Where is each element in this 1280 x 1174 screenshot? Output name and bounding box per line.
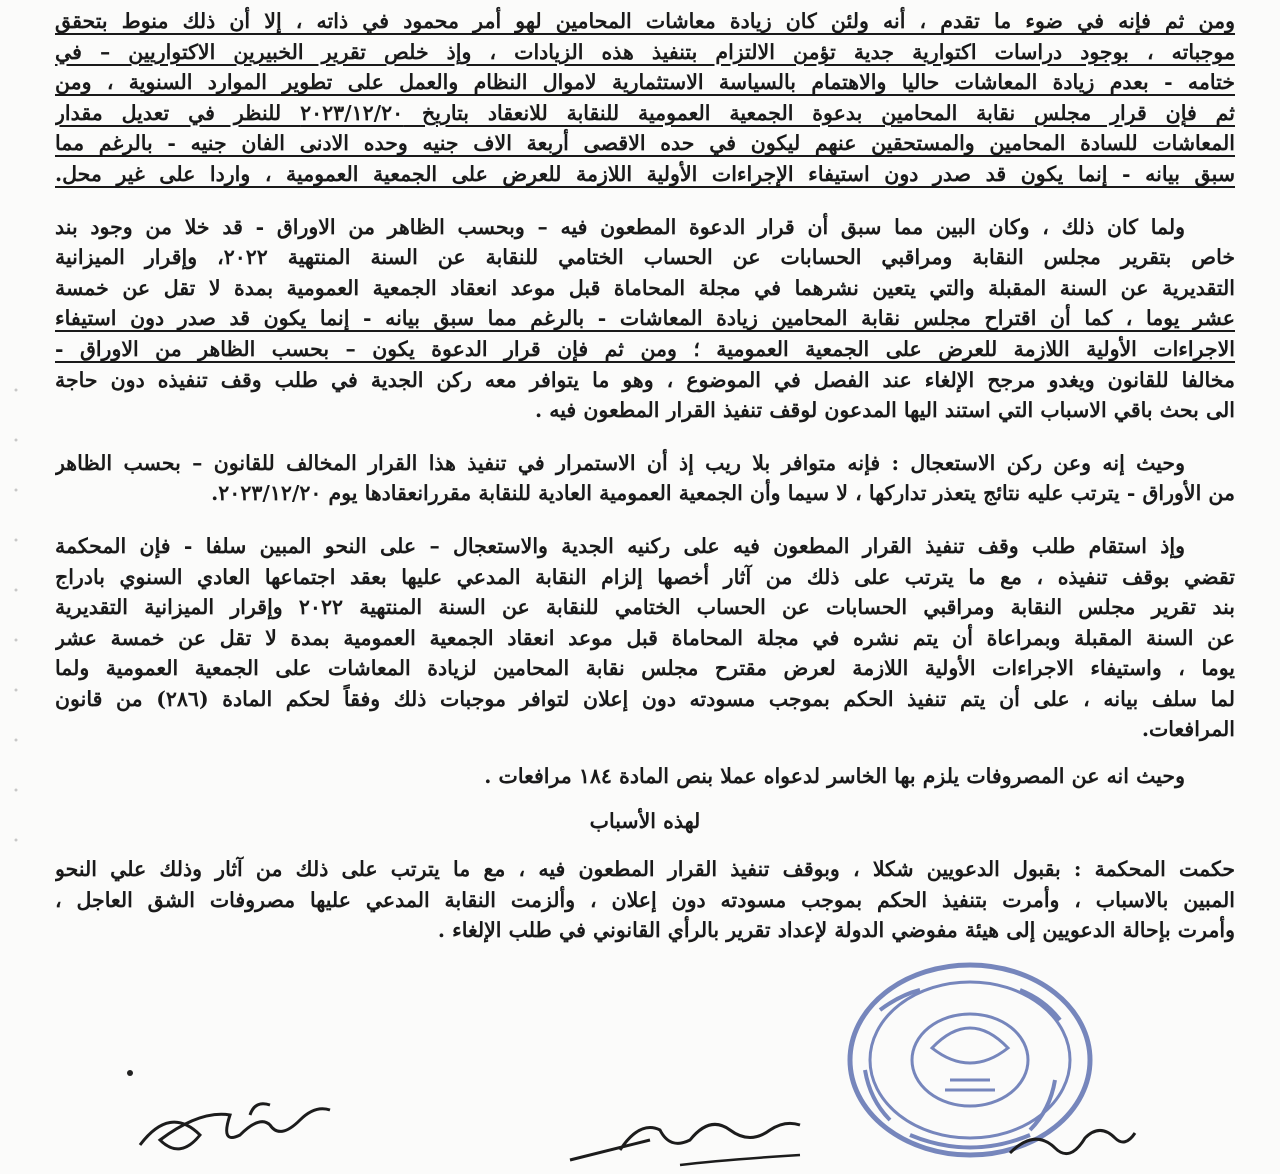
ink-dot: [127, 1070, 133, 1076]
text-line: المعاشات للسادة المحامين والمستحقين عنهم ليكون في حده الاقصى أربعة الاف جنيه وحده الادنى الفان جنيه - بالرغم مما: [55, 131, 1235, 156]
text-line: عن السنة المقبلة وبمراعاة أن يتم نشره في مجلة المحاماة قبل موعد انعقاد الجمعية العمومية بمدة لا تقل عن خمسة عشر: [55, 625, 1235, 650]
text-line: المبين بالاسباب ، وأمرت بتنفيذ الحكم بموجب مسودته دون إعلان ، وألزمت النقابة المدعي عليها مصروفات الشق العاجل ،: [55, 887, 1235, 912]
text-line: ولما كان ذلك ، وكان البين مما سبق أن قرار الدعوة المطعون فيه – وبحسب الظاهر من الاوراق - قد خلا من وجود بند: [55, 214, 1185, 239]
judgment-text: [55, 6, 1235, 946]
text-line: وإذ استقام طلب وقف تنفيذ القرار المطعون فيه على ركنيه الجدية والاستعجال – على النحو المبين سلفا - فإن المحكمة: [55, 533, 1185, 558]
text-line: موجباته ، بوجود دراسات اكتوارية جدية تؤمن الالتزام بتنفيذ هذه الزيادات ، وإذ خلص تقرير الخبيرين الاكتواريين – في: [55, 39, 1235, 64]
section-heading: لهذه الأسباب: [589, 808, 701, 833]
text-line: من الأوراق - يترتب عليه نتائج يتعذر تداركها ، لا سيما وأن الجمعية العمومية العادية للنقابة مقررانعقادها يوم ٢٠٢٣/١٢/٢٠.: [211, 481, 1235, 506]
costs-paragraph: وحيث انه عن المصروفات يلزم بها الخاسر لدعواه عملا بنص المادة ١٨٤ مرافعات .: [484, 764, 1185, 789]
text-line: وأمرت بإحالة الدعويين إلى هيئة مفوضي الدولة لإعداد تقرير بالرأي القانوني في طلب الإلغاء .: [437, 918, 1235, 943]
text-line: تقضي بوقف تنفيذه ، مع ما يترتب على ذلك من آثار أخصها إلزام النقابة المدعي عليها بعقد اجتماعها العادي السنوي بادراج: [55, 564, 1235, 589]
handwritten-signature-icon: [560, 1110, 820, 1174]
text-line: ثم فإن قرار مجلس نقابة المحامين بدعوة الجمعية العمومية للنقابة للانعقاد بتاريخ ٢٠٢٣/١٢/٢٠ للنظر في تعديل مقدار: [55, 100, 1235, 125]
text-line: وحيث إنه وعن ركن الاستعجال : فإنه متوافر بلا ريب إذ أن الاستمرار في تنفيذ هذا القرار المخالف للقانون – بحسب الظاهر: [55, 450, 1185, 475]
text-line: الاجراءات الأولية اللازمة للعرض على الجمعية العمومية ؛ ومن ثم فإن قرار الدعوة يكون – بحسب الظاهر من الاوراق -: [55, 336, 1235, 361]
text-line: ختامه - بعدم زيادة المعاشات حاليا والاهتمام بالسياسة الاستثمارية لاموال النظام والعمل على تطوير الموارد السنوية ، ومن: [55, 70, 1235, 95]
paragraph-4: [55, 531, 1235, 745]
text-line: حكمت المحكمة : بقبول الدعويين شكلا ، وبوقف تنفيذ القرار المطعون فيه ، مع ما يترتب على ذلك من آثار وذلك علي النحو: [55, 857, 1235, 882]
text-line: عشر يوما ، كما أن اقتراح مجلس نقابة المحامين زيادة المعاشات - بالرغم مما سبق بيانه - إنما يكون قد صدر دون استيفاء: [55, 306, 1235, 331]
text-line: التقديرية عن السنة المقبلة والتي يتعين نشرهما في مجلة المحاماة قبل موعد انعقاد الجمعية العمومية بمدة لا تقل عن خمسة: [55, 275, 1235, 300]
paragraph-1: [55, 6, 1235, 190]
margin-marks: [12, 380, 20, 900]
text-line: ومن ثم فإنه في ضوء ما تقدم ، أنه ولئن كان زيادة معاشات المحامين لهو أمر محمود في ذاته ، إلا أن ذلك منوط بتحقق: [55, 9, 1235, 33]
handwritten-signature-icon: [1000, 1118, 1140, 1168]
text-line: الى بحث باقي الاسباب التي استند اليها المدعون لوقف تنفيذ القرار المطعون فيه .: [534, 398, 1235, 423]
text-line: يوما ، واستيفاء الاجراءات الأولية اللازمة لعرض مقترح مجلس نقابة المحامين لزيادة المعاشات على الجمعية العمومية ولما: [55, 656, 1235, 681]
text-line: مخالفا للقانون ويغدو مرجح الإلغاء عند الفصل في الموضوع ، وهو ما يتوافر معه ركن الجدية في طلب وقف تنفيذه دون حاجة: [55, 367, 1235, 392]
handwritten-signature-icon: [130, 1095, 360, 1165]
text-line: المرافعات.: [1141, 717, 1235, 742]
text-line: بند تقرير مجلس النقابة ومراقبي الحسابات عن الحساب الختامي للنقابة عن السنة المنتهية ٢٠٢٢ وإقرار الميزانية التقديرية: [55, 595, 1235, 620]
paragraph-2: [55, 212, 1235, 426]
paragraph-3: [55, 448, 1235, 509]
text-line: خاص بتقرير مجلس النقابة ومراقبي الحسابات عن الحساب الختامي للنقابة عن السنة المنتهية ٢٠٢٢، وإقرار الميزانية: [55, 245, 1235, 270]
text-line: لما سلف بيانه ، على أن يتم تنفيذ الحكم بموجب مسودته دون إعلان لتوافر موجبات ذلك وفقاً لحكم المادة (٢٨٦) من قانون: [55, 686, 1235, 711]
text-line: سبق بيانه - إنما يكون قد صدر دون استيفاء الإجراءات الأولية اللازمة للعرض على الجمعية العمومية ، واردا على غير محل.: [55, 161, 1235, 186]
